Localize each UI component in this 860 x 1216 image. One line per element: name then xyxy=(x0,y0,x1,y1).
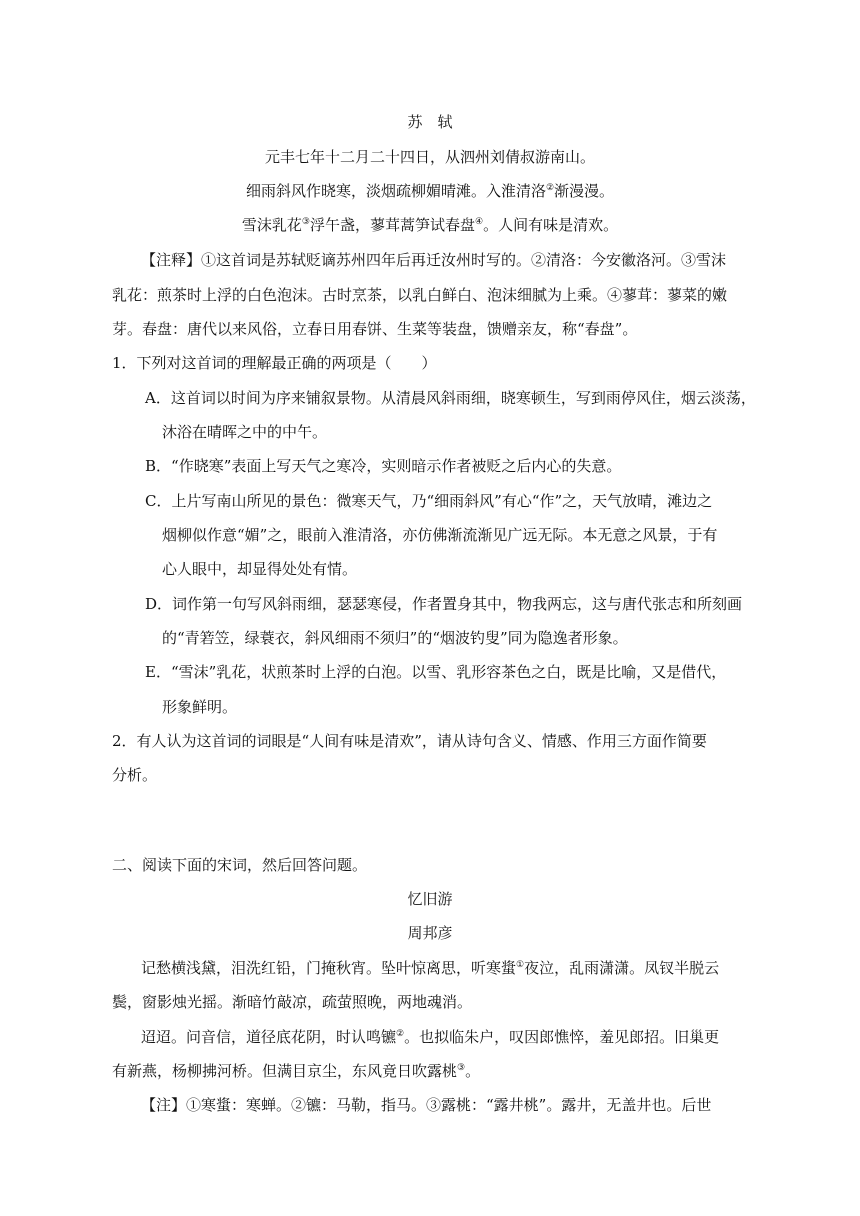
poem1-author: 苏 轼 xyxy=(407,113,453,131)
option-a-line-1: A．这首词以时间为序来铺叙景物。从清晨风斜雨细，晓寒顿生，写到雨停风住，烟云淡荡， xyxy=(145,389,756,407)
footnote-mark-2b: ② xyxy=(396,1029,405,1039)
option-b: B．“作晓寒”表面上写天气之寒冷，实则暗示作者被贬之后内心的失意。 xyxy=(145,457,622,475)
footnote-mark-4: ④ xyxy=(475,217,484,227)
option-d-line-1: D．词作第一句写风斜雨细，瑟瑟寒侵，作者置身其中，物我两忘，这与唐代张志和所刻画 xyxy=(145,595,743,613)
poem2-p2-line-2 xyxy=(112,1061,480,1081)
poem2-author: 周邦彦 xyxy=(407,924,453,942)
poem2-p1-line-1 xyxy=(141,958,719,978)
poem2-note: 【注】①寒螀：寒蝉。②镳：马勒，指马。③露桃：“露井桃”。露井，无盖井也。后世 xyxy=(141,1096,712,1114)
option-a-line-2: 沐浴在晴晖之中的中午。 xyxy=(162,423,328,441)
footnote-mark-3: ③ xyxy=(301,217,310,227)
poem1-line-1 xyxy=(0,181,860,201)
option-e-line-2: 形象鲜明。 xyxy=(162,698,238,716)
poem1-line-1-text-b: 渐漫漫。 xyxy=(554,182,615,200)
footnote-mark-1: ① xyxy=(516,960,525,970)
poem1-notes-line-1: 【注释】①这首词是苏轼贬谪苏州四年后再迁汝州时写的。②清洛：今安徽洛河。③雪沫 xyxy=(141,251,727,269)
option-d-line-2: 的“青箬笠，绿蓑衣，斜风细雨不须归”的“烟波钓叟”同为隐逸者形象。 xyxy=(162,629,628,647)
option-c-line-2: 烟柳似作意“媚”之，眼前入淮清洛，亦仿佛渐流渐见广远无际。本无意之风景，于有 xyxy=(162,526,718,544)
poem2-p1-line-2: 鬓，窗影烛光摇。渐暗竹敲凉，疏萤照晚，两地魂消。 xyxy=(112,993,473,1011)
poem2-p2-text-a: 迢迢。问音信，道径底花阴，时认鸣镳 xyxy=(141,1028,397,1046)
poem1-line-2 xyxy=(0,215,860,235)
question-2-line-2: 分析。 xyxy=(112,766,158,784)
poem1-line-2-text-b: 浮午盏，蓼茸蒿笋试春盘 xyxy=(309,216,475,234)
option-c-line-1: C．上片写南山所见的景色：微寒天气，乃“细雨斜风”有心“作”之，天气放晴，滩边之 xyxy=(145,492,713,510)
poem2-p2-text-d: 。 xyxy=(465,1062,481,1080)
option-c-line-3: 心人眼中，却显得处处有情。 xyxy=(162,560,358,578)
poem2-p1-text-a: 记愁横浅黛，泪洗红铅，门掩秋宵。坠叶惊离思，听寒螀 xyxy=(141,959,517,977)
poem2-title: 忆旧游 xyxy=(407,890,453,908)
poem1-notes-line-3: 芽。春盘：唐代以来风俗，立春日用春饼、生菜等装盘，馈赠亲友，称“春盘”。 xyxy=(112,320,638,338)
question-2-line-1: 2．有人认为这首词的词眼是“人间有味是清欢”，请从诗句含义、情感、作用三方面作简要 xyxy=(112,732,707,750)
question-1-stem: 1．下列对这首词的理解最正确的两项是（ ） xyxy=(112,354,437,372)
footnote-mark-2: ② xyxy=(545,183,555,193)
poem2-p2-text-b: 。也拟临朱户，叹因郎憔悴，羞见郎招。旧巢更 xyxy=(404,1028,720,1046)
poem1-line-1-text-a: 细雨斜风作晓寒，淡烟疏柳媚晴滩。入淮清洛 xyxy=(245,182,546,200)
poem2-p1-text-b: 夜泣，乱雨潇潇。凤钗半脱云 xyxy=(524,959,720,977)
poem2-p2-line-1 xyxy=(141,1027,719,1047)
poem1-line-2-text-c: 。人间有味是清欢。 xyxy=(483,216,619,234)
option-e-line-1: E．“雪沫”乳花，状煎茶时上浮的白泡。以雪、乳形容茶色之白，既是比喻，又是借代， xyxy=(145,663,727,681)
poem2-p2-text-c: 有新燕，杨柳拂河桥。但满目京尘，东风竟日吹露桃 xyxy=(112,1062,458,1080)
poem1-preface: 元丰七年十二月二十四日，从泗州刘倩叔游南山。 xyxy=(264,148,595,166)
footnote-mark-3b: ③ xyxy=(457,1063,466,1073)
poem1-notes-line-2: 乳花：煎茶时上浮的白色泡沫。古时烹茶，以乳白鲜白、泡沫细腻为上乘。④蓼茸：蓼菜的嫩 xyxy=(112,286,728,304)
poem1-line-2-text-a: 雪沫乳花 xyxy=(241,216,302,234)
section-2-heading: 二、阅读下面的宋词，然后回答问题。 xyxy=(112,856,368,874)
